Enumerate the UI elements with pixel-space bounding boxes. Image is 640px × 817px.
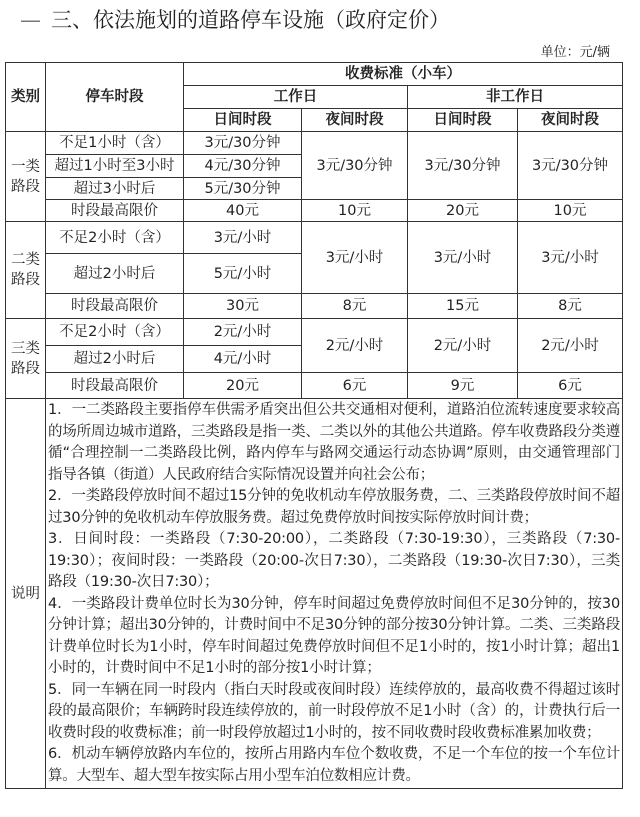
fee: 5元/小时 xyxy=(184,254,302,294)
fee: 3元/30分钟 xyxy=(408,132,518,200)
limit: 8元 xyxy=(518,294,623,319)
fee-table xyxy=(5,62,623,789)
header-night: 夜间时段 xyxy=(302,109,408,132)
limit: 30元 xyxy=(184,294,302,319)
header-night: 夜间时段 xyxy=(518,109,623,132)
limit: 20元 xyxy=(184,373,302,399)
period: 不足2小时（含） xyxy=(46,222,184,254)
header-standard: 收费标准（小车） xyxy=(184,63,623,86)
header-day: 日间时段 xyxy=(408,109,518,132)
fee: 3元/小时 xyxy=(408,222,518,294)
period: 超过2小时后 xyxy=(46,346,184,373)
note-item: 6．机动车辆停放路内车位的，按所占用路内车位个数收费，不足一个车位的按一个车位计算。大型车、超大型车按实际占用小型车泊位数相应计费。 xyxy=(48,746,620,784)
notes-label: 说明 xyxy=(6,399,46,789)
limit: 9元 xyxy=(408,373,518,399)
note-item: 4．一类路段计费单位时长为30分钟，停车时间超过免费停放时间但不足30分钟的，按30分钟计算；超出30分钟的，计费时间中不足30分钟的部分按30分钟计算。二类、三类路段计费单位时长为1小时，停车时间超过免费停放时间但不足1小时的，按1小时计算；超出1小时的，计费时间中不足1小时的部分按1小时计算； xyxy=(48,595,620,676)
limit: 15元 xyxy=(408,294,518,319)
limit-label: 时段最高限价 xyxy=(46,373,184,399)
limit: 10元 xyxy=(518,200,623,222)
fee: 3元/30分钟 xyxy=(184,132,302,155)
unit-label: 单位：元/辆 xyxy=(540,45,610,60)
period: 不足2小时（含） xyxy=(46,319,184,346)
header-nonworkday: 非工作日 xyxy=(408,86,623,109)
fee: 4元/30分钟 xyxy=(184,155,302,178)
limit: 10元 xyxy=(302,200,408,222)
header-period: 停车时段 xyxy=(46,63,184,132)
fee: 2元/小时 xyxy=(184,319,302,346)
limit-label: 时段最高限价 xyxy=(46,294,184,319)
fee: 3元/30分钟 xyxy=(302,132,408,200)
fee: 4元/小时 xyxy=(184,346,302,373)
note-item: 5．同一车辆在同一时段内（指白天时段或夜间时段）连续停放的，最高收费不得超过该时段的最高限价；车辆跨时段连续停放的，前一时段停放不足1小时（含）的，计费执行后一收费时段的收费标准；前一时段停放超过1小时的，按不同收费时段收费标准累加收费； xyxy=(48,681,620,741)
fee: 3元/小时 xyxy=(518,222,623,294)
period: 超过1小时至3小时 xyxy=(46,155,184,178)
period: 不足1小时（含） xyxy=(46,132,184,155)
class3-name: 三类路段 xyxy=(6,319,46,399)
period: 超过3小时后 xyxy=(46,178,184,200)
note-item: 3．日间时段：一类路段（7:30-20:00），二类路段（7:30-19:30），三类路段（7:30-19:30）；夜间时段：一类路段（20:00-次日7:30），二类路段（19:30-次日7:30），三类路段（19:30-次日7:30）； xyxy=(48,531,620,590)
limit-label: 时段最高限价 xyxy=(46,200,184,222)
limit: 8元 xyxy=(302,294,408,319)
fee: 2元/小时 xyxy=(302,319,408,373)
note-item: 1．一二类路段主要指停车供需矛盾突出但公共交通相对便利，道路泊位流转速度要求较高的场所周边城市道路，三类路段是指一类、二类以外的其他公共道路。停车收费路段分类遵循“合理控制一二类路段比例，路内停车与路网交通运行动态协调”原则，由交通管理部门指导各镇（街道）人民政府结合实际情况设置并向社会公布； xyxy=(48,402,620,483)
fee: 2元/小时 xyxy=(408,319,518,373)
fee: 3元/30分钟 xyxy=(518,132,623,200)
header-category: 类别 xyxy=(6,63,46,132)
notes xyxy=(46,399,623,789)
limit: 6元 xyxy=(302,373,408,399)
period: 超过2小时后 xyxy=(46,254,184,294)
title-text: 三、依法施划的道路停车设施（政府定价） xyxy=(51,8,450,32)
limit: 6元 xyxy=(518,373,623,399)
dash-icon: — xyxy=(20,8,41,32)
limit: 40元 xyxy=(184,200,302,222)
fee: 3元/小时 xyxy=(184,222,302,254)
fee: 2元/小时 xyxy=(518,319,623,373)
page-title xyxy=(20,4,450,34)
header-workday: 工作日 xyxy=(184,86,408,109)
limit: 20元 xyxy=(408,200,518,222)
note-item: 2．一类路段停放时间不超过15分钟的免收机动车停放服务费，二、三类路段停放时间不超过30分钟的免收机动车停放服务费。超过免费停放时间按实际停放时间计费； xyxy=(48,488,620,526)
class2-name: 二类路段 xyxy=(6,222,46,319)
fee: 3元/小时 xyxy=(302,222,408,294)
fee: 5元/30分钟 xyxy=(184,178,302,200)
class1-name: 一类路段 xyxy=(6,132,46,222)
header-day: 日间时段 xyxy=(184,109,302,132)
